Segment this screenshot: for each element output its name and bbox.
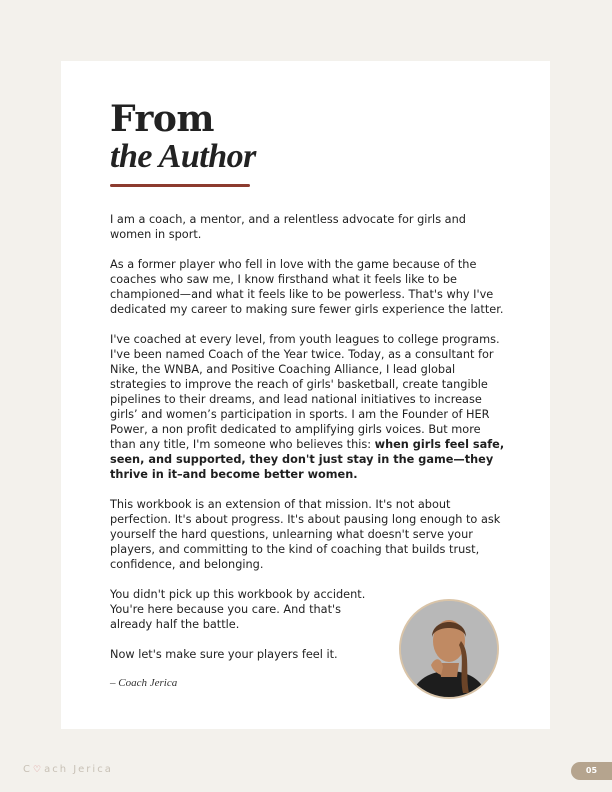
page-number-badge: 05	[571, 762, 612, 780]
paragraph-background: As a former player who fell in love with the game because of the coaches who saw me, I know firsthand what it feels like to be championed—and what it feels like to be powerless. That's why I've dedicated my career to making sure fewer girls experience the latter.	[110, 258, 504, 316]
signature: – Coach Jerica	[110, 677, 178, 689]
paragraph-mission: This workbook is an extension of that mission. It's not about perfection. It's about progress. It's about pausing long enough to ask yourself the hard questions, unlearning what doesn't serve your players, and committing to the kind of coaching that builds trust, confidence, and belonging.	[110, 498, 501, 571]
paragraph-intro: I am a coach, a mentor, and a relentless advocate for girls and women in sport.	[110, 213, 466, 241]
paragraph-reader: You didn't pick up this workbook by accident. You're here because you care. And that's already half the battle.	[110, 588, 366, 631]
brand-text-start: C	[23, 764, 32, 775]
author-portrait-icon	[401, 601, 497, 697]
heart-icon: ♡	[32, 764, 44, 775]
author-photo	[399, 599, 499, 699]
brand-text-end: ach Jerica	[44, 764, 113, 775]
title-the-author: the Author	[110, 138, 256, 175]
paragraph-closing: Now let's make sure your players feel it.	[110, 648, 338, 661]
paragraph-career-emphasis: when girls feel safe, seen, and supported, they don't just stay in the game—they thrive in it–and become better women.	[110, 438, 505, 481]
paragraph-career-text: I've coached at every level, from youth leagues to college programs. I've been named Coach of the Year twice. Today, as a consultant for Nike, the WNBA, and Positive Coaching Alliance, I lead global strategies to improve the reach of girls' basketball, create tangible pipelines to their dreams, and lead national initiatives to increase girls’ and women’s participation in sports. I am the Founder of HER Power, a non profit dedicated to amplifying girls voices. But more than any title, I'm someone who believes this:	[110, 333, 500, 451]
paragraph-career	[110, 332, 505, 482]
title-from: From	[110, 98, 214, 140]
content-card	[61, 61, 550, 729]
brand-logo	[23, 764, 113, 775]
title-underline	[110, 184, 250, 187]
